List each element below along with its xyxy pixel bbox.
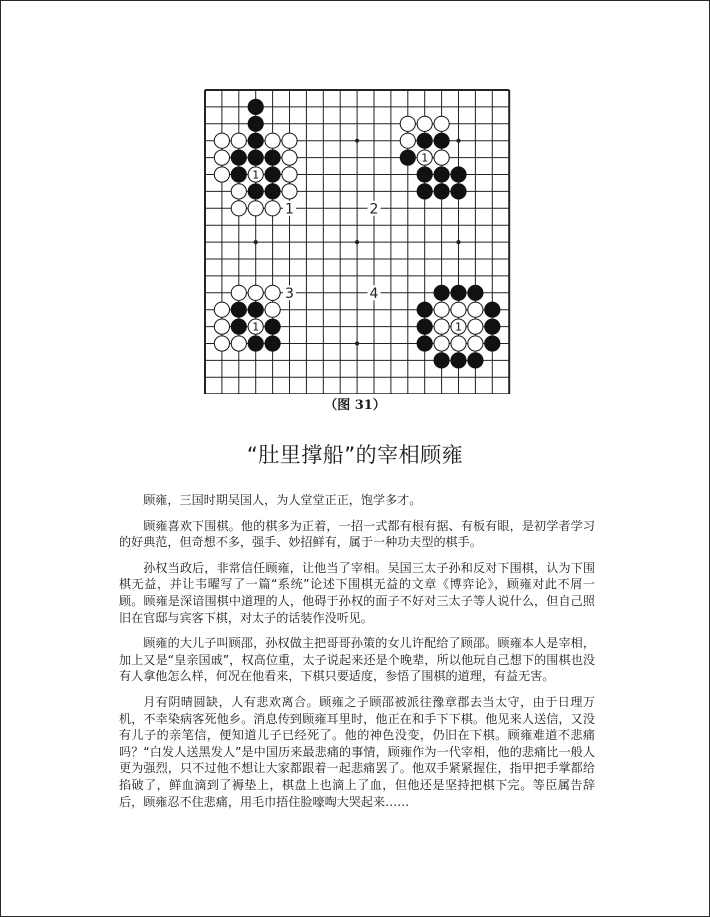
white-stone xyxy=(434,319,449,334)
white-stone xyxy=(468,302,483,317)
white-stone xyxy=(434,116,449,131)
black-stone xyxy=(451,353,466,368)
black-stone xyxy=(248,150,263,165)
black-stone xyxy=(417,167,432,182)
white-stone xyxy=(214,302,229,317)
white-stone xyxy=(265,302,280,317)
black-stone xyxy=(231,150,246,165)
board-label: 4 xyxy=(369,285,379,302)
figure-caption: （图 31） xyxy=(324,398,386,413)
board-label: 2 xyxy=(369,201,379,218)
black-stone xyxy=(417,184,432,199)
black-stone xyxy=(434,285,449,300)
black-stone xyxy=(451,184,466,199)
black-stone xyxy=(485,302,500,317)
black-stone xyxy=(451,285,466,300)
paragraph-3: 孙权当政后，非常信任顾雍，让他当了宰相。吴国三太子孙和反对下围棋，认为下围棋无益，并让韦曜写了一篇“系统”论述下围棋无益的文章《博弈论》，顾雍对此不屑一顾。顾雍是深谙围棋中道理的人，他碍于孙权的面子不好对三太子等人说什么，但自己照旧在官邸与宾客下棋，对太子的话装作没听见。 xyxy=(119,560,595,625)
stone-move-number: 1 xyxy=(252,168,260,182)
white-stone xyxy=(214,150,229,165)
white-stone xyxy=(434,150,449,165)
white-stone xyxy=(468,336,483,351)
white-stone xyxy=(231,201,246,216)
white-stone xyxy=(231,133,246,148)
black-stone xyxy=(451,167,466,182)
white-stone xyxy=(265,285,280,300)
black-stone xyxy=(265,184,280,199)
paragraph-2: 顾雍喜欢下围棋。他的棋多为正着，一招一式都有根有据、有板有眼，是初学者学习的好典范，但奇想不多，强手、妙招鲜有，属于一种功夫型的棋手。 xyxy=(119,518,595,550)
black-stone xyxy=(434,133,449,148)
black-stone xyxy=(485,319,500,334)
star-point xyxy=(355,240,359,244)
white-stone xyxy=(468,319,483,334)
white-stone xyxy=(434,336,449,351)
black-stone xyxy=(231,302,246,317)
white-stone xyxy=(400,116,415,131)
white-stone xyxy=(248,285,263,300)
black-stone xyxy=(248,116,263,131)
black-stone xyxy=(417,336,432,351)
black-stone xyxy=(417,302,432,317)
white-stone xyxy=(231,336,246,351)
black-stone xyxy=(265,150,280,165)
white-stone xyxy=(400,133,415,148)
go-board-figure xyxy=(202,87,512,394)
star-point xyxy=(254,240,258,244)
board-label: 3 xyxy=(285,285,294,302)
white-stone xyxy=(231,285,246,300)
star-point xyxy=(456,240,460,244)
star-point xyxy=(456,139,460,143)
white-stone xyxy=(434,302,449,317)
white-stone xyxy=(282,150,297,165)
black-stone xyxy=(248,336,263,351)
board-grid-group xyxy=(205,90,509,394)
black-stone xyxy=(434,353,449,368)
white-stone xyxy=(214,133,229,148)
paragraph-5: 月有阴晴圆缺，人有悲欢离合。顾雍之子顾邵被派往豫章郡去当太守，由于日理万机，不幸染病客死他乡。消息传到顾雍耳里时，他正在和手下下棋。他见来人送信，又没有儿子的亲笔信，便知道儿子已经死了。他的神色没变，仍旧在下棋。顾雍难道不悲痛吗？“白发人送黑发人”是中国历来最悲痛的事情，顾雍作为一代宰相，他的悲痛比一般人更为强烈，只不过他不想让大家都跟着一起悲痛罢了。他双手紧紧握住，指甲把手掌都给掐破了，鲜血滴到了褥垫上，棋盘上也滴上了血，但他还是坚持把棋下完。等臣属告辞后，顾雍忍不住悲痛，用毛巾捂住脸嚎啕大哭起来…… xyxy=(119,694,595,809)
black-stone xyxy=(265,167,280,182)
black-stone xyxy=(434,184,449,199)
stone-move-number: 1 xyxy=(421,151,429,165)
stone-move-number: 1 xyxy=(252,320,260,334)
board-label: 1 xyxy=(285,201,294,218)
white-stone xyxy=(214,167,229,182)
article-body xyxy=(119,492,595,819)
go-board xyxy=(202,87,512,394)
white-stone xyxy=(265,201,280,216)
black-stone xyxy=(248,133,263,148)
black-stone xyxy=(417,319,432,334)
black-stone xyxy=(485,336,500,351)
white-stone xyxy=(282,167,297,182)
black-stone xyxy=(248,184,263,199)
black-stone xyxy=(417,133,432,148)
paragraph-4: 顾雍的大儿子叫顾邵，孙权做主把哥哥孙策的女儿许配给了顾邵。顾雍本人是宰相，加上又是“皇亲国戚”，权高位重，太子说起来还是个晚辈，所以他玩自己想下的围棋也没有人拿他怎么样，何况在他看来，下棋只要适度，参悟了围棋的道理，有益无害。 xyxy=(119,636,595,684)
star-point xyxy=(355,139,359,143)
white-stone xyxy=(248,201,263,216)
black-stone xyxy=(265,319,280,334)
black-stone xyxy=(265,336,280,351)
black-stone xyxy=(248,302,263,317)
white-stone xyxy=(282,133,297,148)
white-stone xyxy=(417,116,432,131)
white-stone xyxy=(214,336,229,351)
star-point xyxy=(355,341,359,345)
black-stone xyxy=(434,167,449,182)
black-stone xyxy=(468,285,483,300)
black-stone xyxy=(468,353,483,368)
white-stone xyxy=(265,133,280,148)
article-title: “肚里撑船”的宰相顾雍 xyxy=(246,443,464,467)
stone-move-number: 1 xyxy=(455,320,462,334)
paragraph-1: 顾雍，三国时期吴国人，为人堂堂正正，饱学多才。 xyxy=(143,493,422,507)
white-stone xyxy=(214,319,229,334)
black-stone xyxy=(231,167,246,182)
black-stone xyxy=(248,99,263,114)
white-stone xyxy=(451,302,466,317)
black-stone xyxy=(231,319,246,334)
white-stone xyxy=(451,336,466,351)
white-stone xyxy=(231,184,246,199)
white-stone xyxy=(282,184,297,199)
black-stone xyxy=(400,150,415,165)
